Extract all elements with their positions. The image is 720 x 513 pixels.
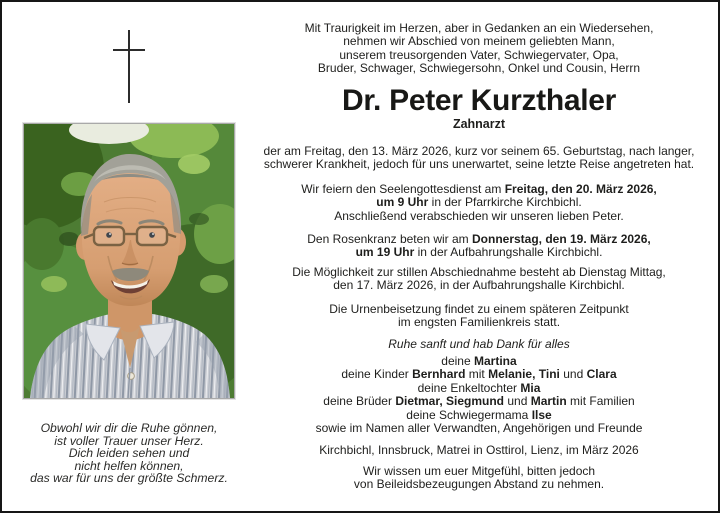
- text-line: [250, 266, 708, 279]
- text-segment: im engsten Familienkreis statt.: [397, 315, 561, 330]
- text-segment: Ruhe sanft und hab Dank für alles: [388, 336, 570, 351]
- text-segment: mit Familien: [566, 394, 635, 409]
- text-segment: nehmen wir Abschied von meinem geliebten Mann,: [343, 34, 615, 49]
- text-line: [250, 35, 708, 48]
- text-line: [250, 355, 708, 368]
- text-segment: und: [504, 394, 531, 409]
- text-segment: von Beileidsbezeugungen Abstand zu nehmen.: [353, 477, 605, 492]
- text-segment: Die Möglichkeit zur stillen Abschiednahme besteht ab Dienstag Mittag,: [292, 264, 666, 279]
- text-line: [250, 158, 708, 171]
- text-segment: deine Enkeltochter: [417, 380, 521, 395]
- text-segment: nicht helfen können,: [74, 458, 184, 473]
- text-segment: Ilse: [531, 407, 552, 422]
- announcement-column: [250, 22, 708, 492]
- text-line: [250, 22, 708, 35]
- text-segment: Bernhard: [412, 367, 466, 382]
- text-line: [250, 183, 708, 196]
- text-line: [250, 368, 708, 381]
- text-line: [250, 145, 708, 158]
- text-segment: schwerer Krankheit, jedoch für uns unerwartet, seine letzte Reise angetreten hat.: [263, 157, 695, 172]
- text-line: [250, 303, 708, 316]
- text-segment: Clara: [586, 367, 617, 382]
- text-segment: Freitag, den 20. März 2026,: [504, 181, 657, 196]
- text-line: [250, 196, 708, 209]
- text-line: [250, 478, 708, 491]
- text-line: [250, 422, 708, 435]
- text-segment: um 19 Uhr: [355, 245, 415, 260]
- text-segment: Obwohl wir dir die Ruhe gönnen,: [40, 421, 218, 435]
- intro-paragraph: [250, 22, 708, 76]
- paragraph-rosary: [250, 233, 708, 260]
- text-line: [250, 210, 708, 223]
- text-segment: Martin: [530, 394, 567, 409]
- text-segment: Die Urnenbeisetzung findet zu einem späteren Zeitpunkt: [329, 301, 629, 316]
- poem: [6, 422, 252, 485]
- portrait-illustration: [24, 124, 234, 398]
- text-segment: deine Kinder: [341, 367, 413, 382]
- paragraph-condolence: [250, 465, 708, 492]
- paragraph-service: [250, 183, 708, 223]
- text-line: [250, 444, 708, 457]
- text-segment: mit: [465, 367, 489, 382]
- paragraph-obituary: [250, 145, 708, 172]
- portrait-photo: [23, 123, 235, 399]
- text-line: [250, 338, 708, 351]
- deceased-name: Dr. Peter Kurzthaler: [341, 83, 617, 117]
- text-segment: Mia: [520, 380, 541, 395]
- text-line: [250, 395, 708, 408]
- text-segment: um 9 Uhr: [376, 195, 429, 210]
- text-segment: deine Schwiegermama: [406, 407, 532, 422]
- text-line: [250, 246, 708, 259]
- paragraph-motto: [250, 338, 708, 351]
- text-segment: und: [559, 367, 587, 382]
- cross-horizontal-bar: [113, 49, 145, 51]
- text-line: [250, 49, 708, 62]
- text-segment: das war für uns der größte Schmerz.: [30, 471, 228, 486]
- text-line: [250, 279, 708, 292]
- text-segment: der am Freitag, den 13. März 2026, kurz vor seinem 65. Geburtstag, nach langer,: [263, 144, 695, 159]
- text-line: [250, 382, 708, 395]
- text-segment: Donnerstag, den 19. März 2026,: [472, 232, 651, 247]
- latin-cross-icon: [113, 30, 145, 103]
- paragraph-farewell: [250, 266, 708, 293]
- text-segment: in der Aufbahrungshalle Kirchbichl.: [414, 245, 603, 260]
- text-segment: den 17. März 2026, in der Aufbahrungshalle Kirchbichl.: [333, 278, 625, 293]
- text-line: [250, 62, 708, 75]
- text-segment: Wir feiern den Seelengottesdienst am: [301, 181, 505, 196]
- text-segment: Dich leiden sehen und: [68, 446, 190, 461]
- deceased-profession: Zahnarzt: [452, 116, 506, 131]
- paragraph-family: [250, 355, 708, 435]
- text-segment: ist voller Trauer unser Herz.: [54, 433, 204, 448]
- text-segment: deine Brüder: [323, 394, 396, 409]
- text-segment: in der Pfarrkirche Kirchbichl.: [428, 195, 582, 210]
- text-segment: Anschließend verabschieden wir unseren lieben Peter.: [334, 208, 624, 223]
- text-segment: Kirchbichl, Innsbruck, Matrei in Osttirol, Lienz, im März 2026: [319, 443, 639, 458]
- paragraph-urn: [250, 303, 708, 330]
- text-segment: Martina: [474, 353, 517, 368]
- paragraphs-container: [250, 145, 708, 492]
- text-segment: unserem treusorgenden Vater, Schwiegervater, Opa,: [339, 47, 619, 62]
- paragraph-places: [250, 444, 708, 457]
- text-line: [250, 465, 708, 478]
- cross-vertical-bar: [128, 30, 130, 103]
- text-line: [250, 316, 708, 329]
- text-line: [250, 409, 708, 422]
- text-segment: Den Rosenkranz beten wir am: [307, 232, 472, 247]
- text-segment: deine: [441, 353, 474, 368]
- text-line: [250, 233, 708, 246]
- text-line: [6, 472, 252, 485]
- text-segment: Mit Traurigkeit im Herzen, aber in Gedanken an ein Wiedersehen,: [304, 21, 654, 35]
- text-segment: sowie im Namen aller Verwandten, Angehörigen und Freunde: [315, 420, 643, 435]
- text-segment: Dietmar, Siegmund: [395, 394, 505, 409]
- text-segment: Wir wissen um euer Mitgefühl, bitten jedoch: [362, 463, 596, 478]
- text-segment: Bruder, Schwager, Schwiegersohn, Onkel und Cousin, Herrn: [317, 61, 641, 76]
- text-segment: Melanie, Tini: [488, 367, 560, 382]
